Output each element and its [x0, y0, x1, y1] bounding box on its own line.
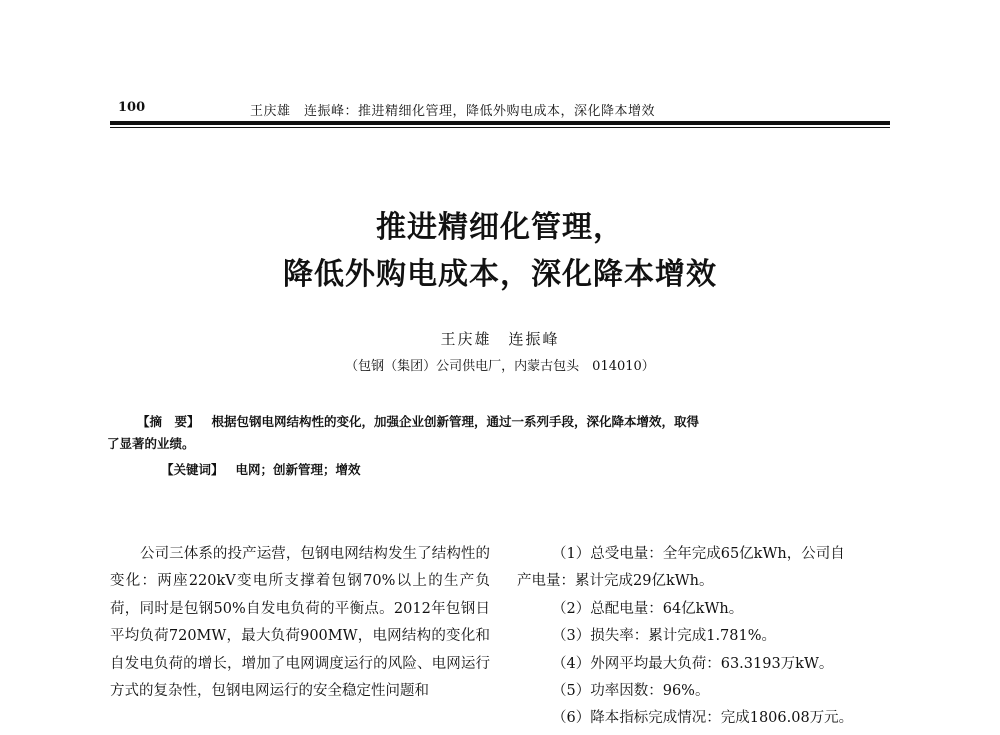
page-number: 100 — [118, 100, 146, 115]
abstract — [107, 411, 867, 455]
list-item: （4）外网平均最大负荷：63.3193万kW。 — [552, 655, 834, 672]
list-item: （1）总受电量：全年完成65亿kWh，公司自 — [552, 546, 845, 562]
body-line: 荷的平衡点。2012年包钢日平均负荷720MW， — [110, 600, 490, 645]
article-title-line-1: 推进精细化管理， — [376, 210, 624, 245]
list-item-continued: 产电量：累计完成29亿kWh。 — [517, 573, 714, 590]
body-line: 70%以上的生产负荷，同时是包钢50%自发电负 — [110, 573, 490, 617]
body-paragraph — [110, 541, 490, 705]
keywords-label: 【关键词】 — [161, 462, 224, 477]
body-line: 公司三体系的投产运营，包钢电网结构发生 — [140, 546, 418, 562]
list-item: （2）总配电量：64亿kWh。 — [552, 600, 744, 617]
body-line: 最大负荷900MW，电网结构的变化和自发电负荷 — [110, 628, 490, 672]
list-item: （3）损失率：累计完成1.781%。 — [552, 628, 777, 645]
body-line: 式的复杂性，包钢电网运行的安全稳定性问题和 — [124, 683, 429, 700]
header-rule-thin — [110, 127, 890, 128]
article-title-line-2: 降低外购电成本，深化降本增效 — [283, 257, 717, 292]
abstract-text-1: 根据包钢电网结构性的变化，加强企业创新管理，通过一系列手段，深化降本增效，取得 — [211, 414, 700, 429]
keywords — [161, 460, 361, 478]
keywords-text: 电网；创新管理；增效 — [235, 462, 361, 477]
running-title: 王庆雄 连振峰：推进精细化管理，降低外购电成本，深化降本增效 — [250, 104, 656, 119]
abstract-label: 【摘 要】 — [137, 414, 200, 429]
affiliation: （包钢（集团）公司供电厂，内蒙古包头 014010） — [345, 359, 655, 374]
body-line: 了结构性的变化：两座220kV变电所支撑着包钢 — [110, 546, 491, 590]
running-header — [110, 100, 890, 120]
list-item: （5）功率因数：96%。 — [552, 683, 710, 700]
body-line: 的增长，增加了电网调度运行的风险、电网运行方 — [110, 655, 491, 700]
header-rule-thick — [110, 121, 890, 125]
body-left-column — [110, 541, 490, 705]
authors: 王庆雄 连振峰 — [440, 330, 560, 348]
list-item: （6）降本指标完成情况：完成1806.08万元。 — [552, 710, 854, 727]
abstract-line-1 — [137, 411, 867, 433]
abstract-text-2: 了显著的业绩。 — [107, 436, 195, 451]
body-right-column — [517, 541, 897, 733]
